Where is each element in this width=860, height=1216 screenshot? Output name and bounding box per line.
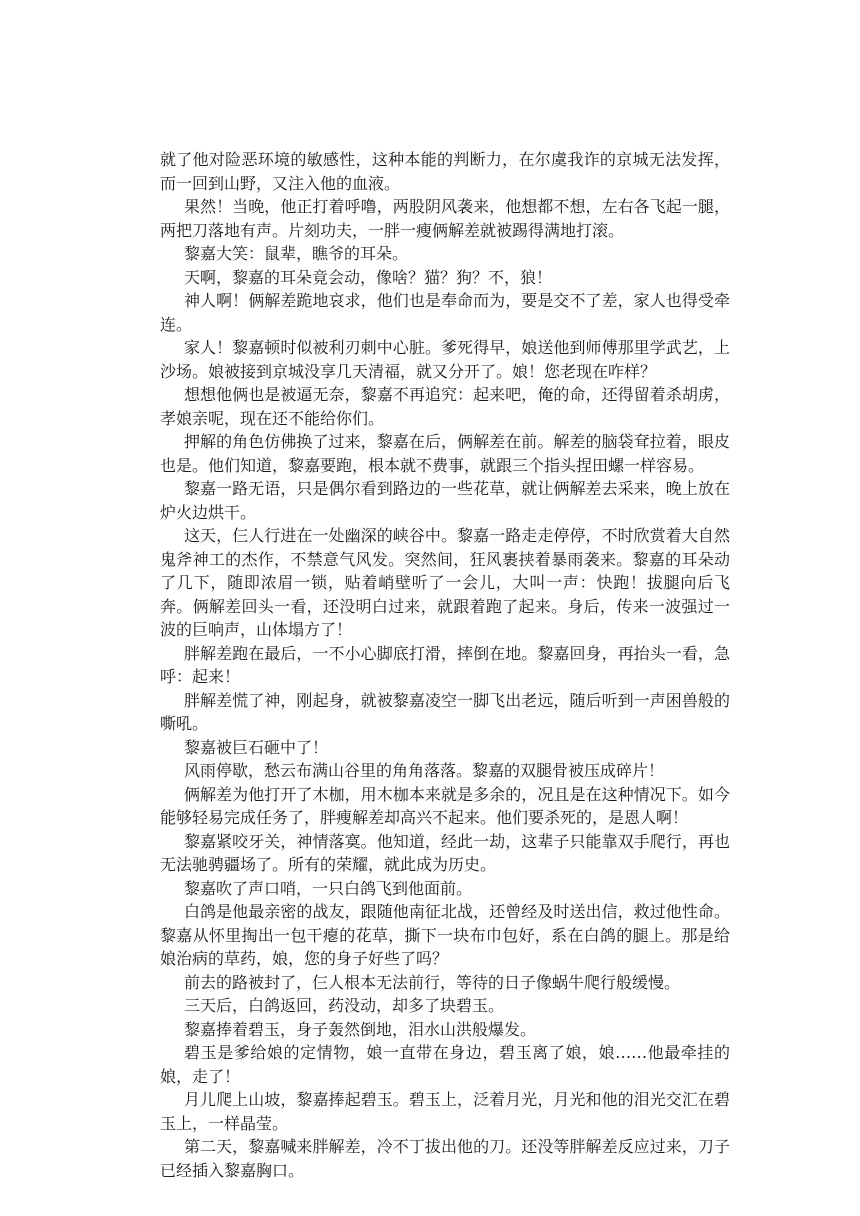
paragraph: 黎嘉捧着碧玉，身子轰然倒地，泪水山洪般爆发。 [184,1019,537,1039]
paragraph: 前去的路被封了，仨人根本无法前行，等待的日子像蜗牛爬行般缓慢。 [184,972,681,992]
paragraph: 白鸽是他最亲密的战友，跟随他南征北战，还曾经及时送出信，救过他性命。黎嘉从怀里掏出一包干瘪的花草，撕下一块布巾包好，系在白鸽的腿上。那是给娘治病的草药，娘，您的身子好些了吗？ [160,902,730,968]
paragraph: 神人啊！俩解差跪地哀求，他们也是奉命而为，要是交不了差，家人也得受牵连。 [160,291,730,334]
story-body [160,148,730,1182]
paragraph: 三天后，白鸽返回，药没动，却多了块碧玉。 [184,996,505,1015]
paragraph: 天啊，黎嘉的耳朵竟会动，像啥？猫？狗？不，狼！ [184,267,553,287]
paragraph: 黎嘉吹了声口哨，一只白鸽飞到他面前。 [184,878,473,898]
paragraph: 这天，仨人行进在一处幽深的峡谷中。黎嘉一路走走停停，不时欣赏着大自然鬼斧神工的杰作，不禁意气风发。突然间，狂风裹挟着暴雨袭来。黎嘉的耳朵动了几下，随即浓眉一锁，贴着峭壁听了一会儿，大叫一声：快跑！拔腿向后飞奔。俩解差回头一看，还没明白过来，就跟着跑了起来。身后，传来一波强过一波的巨响声，山体塌方了！ [160,526,730,639]
paragraph: 家人！黎嘉顿时似被利刃刺中心脏。爹死得早，娘送他到师傅那里学武艺，上沙场。娘被接到京城没享几天清福，就又分开了。娘！您老现在咋样？ [160,338,730,381]
paragraph: 第二天，黎嘉喊来胖解差，冷不丁拔出他的刀。还没等胖解差反应过来，刀子已经插入黎嘉胸口。 [160,1137,730,1180]
paragraph: 胖解差跑在最后，一不小心脚底打滑，摔倒在地。黎嘉回身，再抬头一看，急呼：起来！ [160,643,730,686]
paragraph: 黎嘉大笑：鼠辈，瞧爷的耳朵。 [184,244,409,263]
paragraph: 俩解差为他打开了木枷，用木枷本来就是多余的，况且是在这种情况下。如今能够轻易完成任务了，胖瘦解差却高兴不起来。他们要杀死的，是恩人啊！ [160,784,730,827]
paragraph: 风雨停歇，愁云布满山谷里的角角落落。黎嘉的双腿骨被压成碎片！ [184,761,665,780]
paragraph: 胖解差慌了神，刚起身，就被黎嘉凌空一脚飞出老远，随后听到一声困兽般的嘶吼。 [160,690,730,733]
paragraph: 果然！当晚，他正打着呼噜，两股阴风袭来，他想都不想，左右各飞起一腿，两把刀落地有声。片刻功夫，一胖一瘦俩解差就被踢得满地打滚。 [160,197,730,240]
paragraph: 押解的角色仿佛换了过来，黎嘉在后，俩解差在前。解差的脑袋耷拉着，眼皮也是。他们知道，黎嘉要跑，根本就不费事，就跟三个指头捏田螺一样容易。 [160,432,730,475]
paragraph: 黎嘉一路无语，只是偶尔看到路边的一些花草，就让俩解差去采来，晚上放在炉火边烘干。 [160,479,730,522]
paragraph: 黎嘉紧咬牙关，神情落寞。他知道，经此一劫，这辈子只能靠双手爬行，再也无法驰骋疆场了。所有的荣耀，就此成为历史。 [160,831,730,874]
paragraph: 月儿爬上山坡，黎嘉捧起碧玉。碧玉上，泛着月光，月光和他的泪光交汇在碧玉上，一样晶莹。 [160,1090,730,1133]
paragraph: 碧玉是爹给娘的定情物，娘一直带在身边，碧玉离了娘，娘……他最牵挂的娘，走了！ [160,1043,730,1086]
paragraph: 就了他对险恶环境的敏感性，这种本能的判断力，在尔虞我诈的京城无法发挥，而一回到山野，又注入他的血液。 [160,150,730,193]
paragraph: 黎嘉被巨石砸中了！ [184,737,329,757]
paragraph: 想想他俩也是被逼无奈，黎嘉不再追究：起来吧，俺的命，还得留着杀胡虏，孝娘亲呢，现在还不能给你们。 [160,385,730,428]
